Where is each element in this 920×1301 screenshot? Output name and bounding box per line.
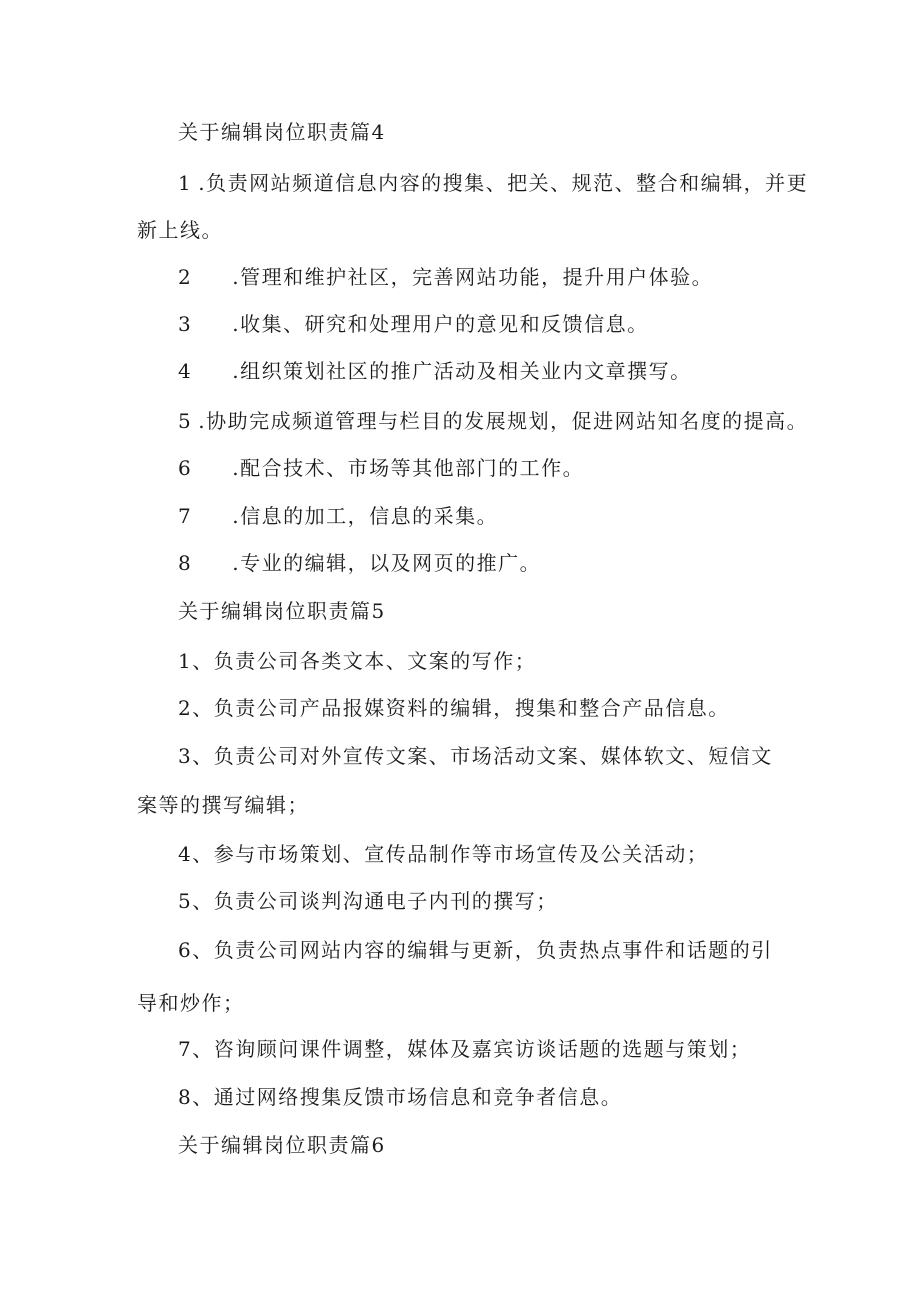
section-5-heading: 关于编辑岗位职责篇5 [178, 599, 386, 623]
s4-item-3-num: 3 [178, 312, 193, 336]
s4-item-1 [178, 171, 808, 195]
s4-item-3-text: .收集、研究和处理用户的意见和反馈信息。 [232, 312, 649, 336]
s5-item-8: 8、通过网络搜集反馈市场信息和竞争者信息。 [178, 1085, 623, 1109]
s4-item-4 [178, 359, 692, 383]
s5-item-3-cont: 案等的撰写编辑； [137, 793, 309, 817]
s4-item-5-text: .协助完成频道管理与栏目的发展规划，促进网站知名度的提高。 [198, 409, 809, 433]
s4-item-2-num: 2 [178, 265, 193, 289]
s4-item-7 [178, 504, 498, 528]
s4-item-1-text: .负责网站频道信息内容的搜集、把关、规范、整合和编辑，并更 [198, 171, 809, 195]
s4-item-2-text: .管理和维护社区，完善网站功能，提升用户体验。 [232, 265, 714, 289]
s4-item-1-num: 1 [178, 171, 193, 195]
s5-item-3: 3、负责公司对外宣传文案、市场活动文案、媒体软文、短信文 [178, 744, 773, 768]
s5-item-6-cont: 导和炒作； [137, 991, 245, 1015]
s5-item-5: 5、负责公司谈判沟通电子内刊的撰写； [178, 889, 558, 913]
s5-item-1: 1、负责公司各类文本、文案的写作； [178, 649, 537, 673]
s5-item-2: 2、负责公司产品报媒资料的编辑，搜集和整合产品信息。 [178, 696, 730, 720]
s5-item-7: 7、咨询顾问课件调整，媒体及嘉宾访谈话题的选题与策划； [178, 1037, 752, 1061]
s4-item-4-text: .组织策划社区的推广活动及相关业内文章撰写。 [232, 359, 692, 383]
s4-item-6-num: 6 [178, 456, 193, 480]
s4-item-6-text: .配合技术、市场等其他部门的工作。 [232, 456, 585, 480]
s4-item-2 [178, 265, 713, 289]
s4-item-8-text: .专业的编辑，以及网页的推广。 [232, 551, 542, 575]
s4-item-6 [178, 456, 584, 480]
s4-item-5 [178, 409, 808, 433]
s5-item-6: 6、负责公司网站内容的编辑与更新，负责热点事件和话题的引 [178, 938, 773, 962]
s4-item-1-cont: 新上线。 [137, 218, 223, 242]
s4-item-7-text: .信息的加工，信息的采集。 [232, 504, 499, 528]
s4-item-5-num: 5 [178, 409, 193, 433]
s4-item-7-num: 7 [178, 504, 193, 528]
s4-item-8-num: 8 [178, 551, 193, 575]
section-4-heading: 关于编辑岗位职责篇4 [178, 120, 386, 144]
s4-item-3 [178, 312, 649, 336]
s4-item-8 [178, 551, 541, 575]
section-6-heading: 关于编辑岗位职责篇6 [178, 1133, 386, 1157]
s4-item-4-num: 4 [178, 359, 193, 383]
s5-item-4: 4、参与市场策划、宣传品制作等市场宣传及公关活动； [178, 842, 709, 866]
